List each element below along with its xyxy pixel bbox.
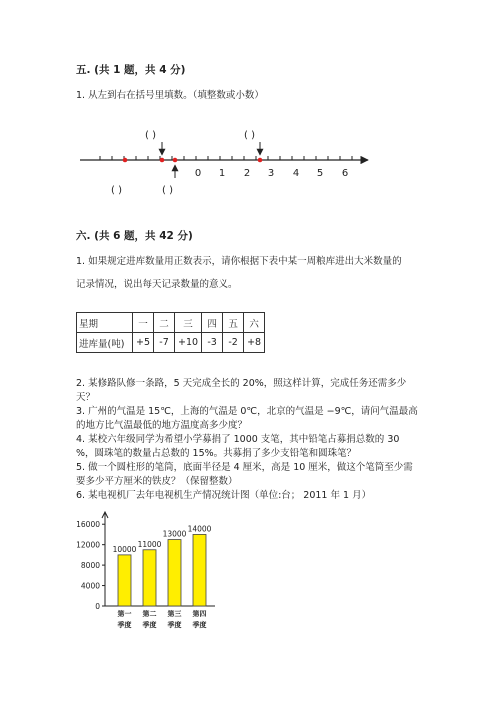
section6-heading: 六. (共 6 题，共 42 分) xyxy=(76,230,193,242)
question-6-6: 6. 某电视机厂去年电视机生产情况统计图（单位:台； 2011 年 1 月） xyxy=(76,490,372,501)
question-6-5b: 要多少平方厘米的铁皮？（保留整数） xyxy=(76,476,238,487)
question-6-2b: 天？ xyxy=(76,392,96,403)
table-cell: 进库量(吨) xyxy=(77,333,133,353)
tick-label-0: 0 xyxy=(194,168,202,179)
tick-label-3: 3 xyxy=(267,168,275,179)
table-cell: 一 xyxy=(133,313,154,333)
question-5-1: 1. 从左到右在括号里填数。（填整数或小数） xyxy=(76,90,264,101)
data-label: 11000 xyxy=(137,539,162,549)
category-label: 季度 xyxy=(117,621,132,629)
question-6-2: 2. 某修路队修一条路，5 天完成全长的 20%，照这样计算，完成任务还需多少 xyxy=(76,378,407,389)
tick-label-6: 6 xyxy=(341,168,349,179)
table-cell: 六 xyxy=(244,313,265,333)
point-d xyxy=(258,158,263,163)
table-cell: 三 xyxy=(175,313,202,333)
point-a xyxy=(123,158,128,163)
table-cell: +5 xyxy=(133,333,154,353)
data-label: 13000 xyxy=(162,529,187,539)
table-cell: 五 xyxy=(223,313,244,333)
table-cell: 二 xyxy=(154,313,175,333)
bar xyxy=(118,555,131,606)
tick-label-4: 4 xyxy=(292,168,300,179)
tick-label-1: 1 xyxy=(218,168,226,179)
data-label: 14000 xyxy=(187,524,212,534)
question-6-1-line1: 1. 如果规定进库数量用正数表示，请你根据下表中某一周粮库进出大米数量的 xyxy=(76,256,402,267)
category-label: 第一 xyxy=(117,610,132,618)
y-tick-label: 16000 xyxy=(76,520,100,530)
y-tick-label: 12000 xyxy=(76,540,100,550)
question-6-3b: 的地方比气温最低的地方温度高多少度？ xyxy=(76,420,248,431)
table-cell: 四 xyxy=(202,313,223,333)
table-row xyxy=(77,333,265,353)
category-label: 第三 xyxy=(167,610,182,618)
category-label: 季度 xyxy=(167,621,182,629)
point-b xyxy=(160,158,165,163)
question-6-5: 5. 做一个圆柱形的笔筒，底面半径是 4 厘米，高是 10 厘米，做这个笔筒至少需 xyxy=(76,462,413,473)
tick-label-5: 5 xyxy=(316,168,324,179)
tick-label-2: 2 xyxy=(243,168,251,179)
table-cell: -3 xyxy=(202,333,223,353)
category-label: 第四 xyxy=(192,610,207,618)
category-label: 季度 xyxy=(192,621,207,629)
category-label: 季度 xyxy=(142,621,157,629)
data-label: 10000 xyxy=(112,544,137,554)
blank-top-1[interactable]: ( ) xyxy=(145,130,156,141)
bar xyxy=(168,540,181,606)
question-6-1-line2: 记录情况，说出每天记录数量的意义。 xyxy=(76,279,238,290)
y-tick-label: 0 xyxy=(95,602,100,611)
blank-bottom-1[interactable]: ( ) xyxy=(111,185,122,196)
question-6-4b: %，圆珠笔的数量占总数的 15%。共募捐了多少支铅笔和圆珠笔？ xyxy=(76,448,357,459)
question-6-3: 3. 广州的气温是 15℃，上海的气温是 0℃，北京的气温是 −9℃，请问气温最高 xyxy=(76,406,418,417)
category-label: 第二 xyxy=(142,610,157,618)
table-cell: -7 xyxy=(154,333,175,353)
blank-bottom-2[interactable]: ( ) xyxy=(162,185,173,196)
section5-heading: 五. (共 1 题，共 4 分) xyxy=(76,64,186,76)
number-line xyxy=(0,120,500,200)
bar xyxy=(143,550,156,606)
question-6-4: 4. 某校六年级同学为希望小学募捐了 1000 支笔，其中铅笔占募捐总数的 30 xyxy=(76,434,400,445)
blank-top-2[interactable]: ( ) xyxy=(244,130,255,141)
bar xyxy=(193,534,206,606)
table-cell: -2 xyxy=(223,333,244,353)
table-cell: 星期 xyxy=(77,313,133,333)
y-tick-label: 4000 xyxy=(80,581,100,591)
y-tick-label: 8000 xyxy=(80,561,100,571)
table-cell: +8 xyxy=(244,333,265,353)
point-c xyxy=(173,158,178,163)
table-row xyxy=(77,313,265,333)
tv-production-chart xyxy=(76,508,230,636)
rice-table xyxy=(76,312,265,353)
table-cell: +10 xyxy=(175,333,202,353)
